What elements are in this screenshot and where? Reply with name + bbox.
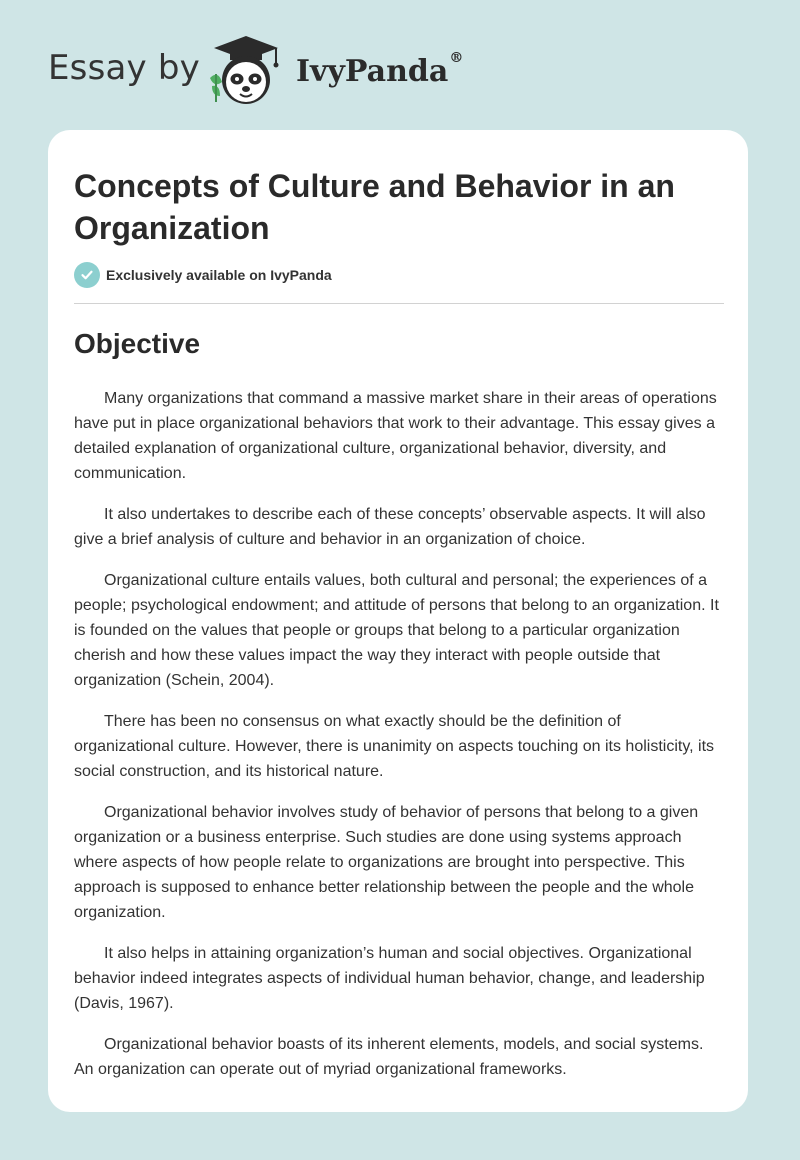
paragraph: Organizational behavior involves study of behavior of persons that belong to a given organization or a business enterprise. Such studies are done using systems approach where aspects of how people relate to organizations are brought into perspective. This approach is supposed to enhance better relationship between the people and the whole organization. <box>74 804 699 921</box>
section-heading-objective: Objective <box>74 328 201 359</box>
paragraph: Organizational culture entails values, both cultural and personal; the experiences of a people; psychological endowment; and attitude of persons that belong to an organization. It is founded on the values that people or groups that belong to a particular organization cherish and how these values impact the way they interact with people outside that organization (Schein, 2004). <box>74 572 719 689</box>
brand-header <box>0 0 800 130</box>
panda-logo-icon[interactable] <box>200 34 292 108</box>
paragraph: It also undertakes to describe each of these concepts’ observable aspects. It will also give a brief analysis of culture and behavior in an organization of choice. <box>74 506 706 548</box>
exclusive-badge <box>74 262 332 288</box>
essay-card <box>48 130 748 1112</box>
paragraph: Organizational behavior boasts of its inherent elements, models, and social systems. An organization can operate out of myriad organizational frameworks. <box>74 1036 704 1078</box>
essay-title: Concepts of Culture and Behavior in an Organization <box>74 168 675 246</box>
check-icon <box>74 262 100 288</box>
essay-by-label: Essay by <box>48 48 200 88</box>
paragraph: It also helps in attaining organization’s human and social objectives. Organizational behavior indeed integrates aspects of individual human behavior, change, and leadership (Davis, 1967). <box>74 945 705 1012</box>
title-divider <box>74 303 724 304</box>
paragraph: There has been no consensus on what exactly should be the definition of organizational culture. However, there is unanimity on aspects touching on its holisticity, its social construction, and its historical nature. <box>74 713 715 780</box>
paragraph: Many organizations that command a massive market share in their areas of operations have put in place organizational behaviors that work to their advantage. This essay gives a detailed explanation of organizational culture, organizational behavior, diversity, and communication. <box>74 390 717 482</box>
essay-body <box>74 386 724 1098</box>
logo-name: IvyPanda <box>296 54 449 89</box>
exclusive-badge-label: Exclusively available on IvyPanda <box>106 267 332 283</box>
ivypanda-logo-text[interactable] <box>296 50 464 89</box>
registered-mark: ® <box>449 50 464 66</box>
